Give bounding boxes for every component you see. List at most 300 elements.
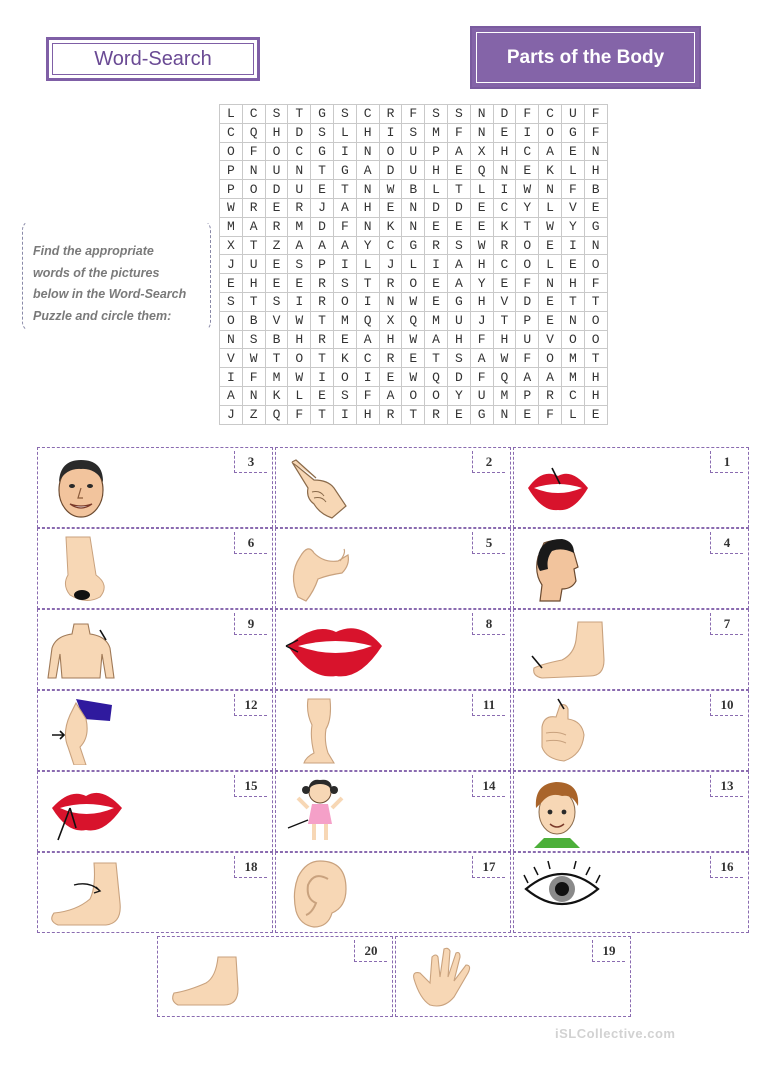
grid-cell[interactable]: K [333, 349, 356, 368]
grid-cell[interactable]: H [470, 292, 493, 311]
grid-cell[interactable]: J [220, 405, 243, 424]
grid-cell[interactable]: R [311, 330, 334, 349]
grid-cell[interactable]: A [288, 236, 311, 255]
grid-cell[interactable]: M [333, 311, 356, 330]
grid-cell[interactable]: G [584, 217, 607, 236]
grid-cell[interactable]: M [265, 368, 288, 387]
grid-cell[interactable]: D [288, 123, 311, 142]
grid-cell[interactable]: N [356, 142, 379, 161]
grid-cell[interactable]: A [333, 198, 356, 217]
grid-cell[interactable]: J [311, 198, 334, 217]
grid-cell[interactable]: E [265, 255, 288, 274]
grid-cell[interactable]: G [447, 292, 470, 311]
grid-cell[interactable]: F [584, 123, 607, 142]
grid-cell[interactable]: R [311, 292, 334, 311]
grid-cell[interactable]: E [425, 292, 448, 311]
grid-cell[interactable]: T [402, 405, 425, 424]
grid-cell[interactable]: W [402, 330, 425, 349]
grid-cell[interactable]: C [242, 105, 265, 124]
grid-cell[interactable]: T [333, 180, 356, 199]
grid-cell[interactable]: F [333, 217, 356, 236]
grid-cell[interactable]: Q [356, 311, 379, 330]
grid-cell[interactable]: I [516, 123, 539, 142]
grid-cell[interactable]: A [516, 368, 539, 387]
grid-cell[interactable]: G [311, 105, 334, 124]
grid-cell[interactable]: W [539, 217, 562, 236]
grid-cell[interactable]: T [447, 180, 470, 199]
grid-cell[interactable]: Z [265, 236, 288, 255]
grid-cell[interactable]: F [516, 105, 539, 124]
grid-cell[interactable]: L [356, 255, 379, 274]
grid-cell[interactable]: F [561, 180, 584, 199]
grid-cell[interactable]: F [242, 142, 265, 161]
grid-cell[interactable]: E [447, 161, 470, 180]
grid-cell[interactable]: O [539, 123, 562, 142]
grid-cell[interactable]: F [356, 386, 379, 405]
grid-cell[interactable]: D [447, 198, 470, 217]
grid-cell[interactable]: T [311, 405, 334, 424]
grid-cell[interactable]: O [539, 349, 562, 368]
grid-cell[interactable]: I [493, 180, 516, 199]
grid-cell[interactable]: L [470, 180, 493, 199]
grid-cell[interactable]: S [425, 105, 448, 124]
grid-cell[interactable]: E [584, 198, 607, 217]
grid-cell[interactable]: E [311, 180, 334, 199]
grid-cell[interactable]: E [539, 311, 562, 330]
grid-cell[interactable]: P [220, 180, 243, 199]
grid-cell[interactable]: O [561, 330, 584, 349]
grid-cell[interactable]: E [288, 274, 311, 293]
grid-cell[interactable]: V [265, 311, 288, 330]
grid-cell[interactable]: N [493, 405, 516, 424]
grid-cell[interactable]: E [493, 274, 516, 293]
grid-cell[interactable]: P [516, 311, 539, 330]
grid-cell[interactable]: A [447, 255, 470, 274]
grid-cell[interactable]: N [356, 217, 379, 236]
grid-cell[interactable]: H [356, 198, 379, 217]
grid-cell[interactable]: E [425, 274, 448, 293]
grid-cell[interactable]: D [516, 292, 539, 311]
grid-cell[interactable]: E [470, 198, 493, 217]
grid-cell[interactable]: S [447, 236, 470, 255]
grid-cell[interactable]: T [493, 311, 516, 330]
grid-cell[interactable]: F [584, 105, 607, 124]
grid-cell[interactable]: A [333, 236, 356, 255]
grid-cell[interactable]: A [356, 161, 379, 180]
grid-cell[interactable]: E [447, 217, 470, 236]
grid-cell[interactable]: M [288, 217, 311, 236]
card-number: 10 [710, 694, 743, 716]
grid-cell[interactable]: P [220, 161, 243, 180]
grid-cell[interactable]: I [379, 123, 402, 142]
head-icon [522, 535, 592, 603]
grid-cell[interactable]: O [516, 255, 539, 274]
grid-cell[interactable]: U [516, 330, 539, 349]
grid-cell[interactable]: I [288, 292, 311, 311]
grid-cell[interactable]: Q [493, 368, 516, 387]
grid-row [220, 349, 608, 368]
grid-cell[interactable]: Q [402, 311, 425, 330]
card-number: 6 [234, 532, 267, 554]
grid-cell[interactable]: D [311, 217, 334, 236]
grid-cell[interactable]: R [379, 405, 402, 424]
grid-cell[interactable]: M [561, 349, 584, 368]
grid-cell[interactable]: T [516, 217, 539, 236]
grid-cell[interactable]: Z [242, 405, 265, 424]
grid-cell[interactable]: S [333, 274, 356, 293]
grid-cell[interactable]: T [561, 292, 584, 311]
grid-cell[interactable]: F [447, 123, 470, 142]
grid-cell[interactable]: E [493, 123, 516, 142]
grid-cell[interactable]: H [584, 386, 607, 405]
grid-cell[interactable]: S [265, 292, 288, 311]
grid-cell[interactable]: A [379, 386, 402, 405]
grid-cell[interactable]: N [584, 236, 607, 255]
grid-cell[interactable]: D [425, 198, 448, 217]
grid-cell[interactable]: U [288, 180, 311, 199]
grid-cell[interactable]: Q [425, 368, 448, 387]
grid-cell[interactable]: Y [516, 198, 539, 217]
grid-cell[interactable]: S [220, 292, 243, 311]
card-number: 11 [472, 694, 505, 716]
grid-cell[interactable]: S [402, 123, 425, 142]
grid-cell[interactable]: O [584, 330, 607, 349]
grid-cell[interactable]: O [242, 180, 265, 199]
grid-cell[interactable]: H [288, 330, 311, 349]
grid-cell[interactable]: R [265, 217, 288, 236]
grid-cell[interactable]: R [311, 274, 334, 293]
grid-cell[interactable]: N [402, 217, 425, 236]
grid-cell[interactable]: S [242, 330, 265, 349]
grid-cell[interactable]: F [402, 105, 425, 124]
grid-cell[interactable]: H [447, 330, 470, 349]
grid-cell[interactable]: S [333, 105, 356, 124]
grid-cell[interactable]: R [493, 236, 516, 255]
grid-cell[interactable]: E [561, 142, 584, 161]
grid-cell[interactable]: A [425, 330, 448, 349]
grid-cell[interactable]: U [402, 142, 425, 161]
grid-cell[interactable]: W [379, 180, 402, 199]
grid-cell[interactable]: T [311, 349, 334, 368]
grid-cell[interactable]: C [356, 349, 379, 368]
grid-cell[interactable]: J [470, 311, 493, 330]
grid-cell[interactable]: Q [470, 161, 493, 180]
grid-cell[interactable]: L [425, 180, 448, 199]
grid-cell[interactable]: T [265, 349, 288, 368]
grid-cell[interactable]: A [242, 217, 265, 236]
grid-cell[interactable]: A [447, 142, 470, 161]
grid-cell[interactable]: S [447, 349, 470, 368]
grid-cell[interactable]: M [425, 123, 448, 142]
grid-cell[interactable]: N [356, 180, 379, 199]
topic-title: Parts of the Body [476, 32, 695, 83]
grid-cell[interactable]: O [402, 386, 425, 405]
grid-cell[interactable]: E [584, 405, 607, 424]
grid-cell[interactable]: E [265, 198, 288, 217]
grid-cell[interactable]: N [539, 180, 562, 199]
grid-cell[interactable]: I [333, 405, 356, 424]
grid-cell[interactable]: G [311, 142, 334, 161]
grid-cell[interactable]: W [516, 180, 539, 199]
grid-cell[interactable]: E [447, 405, 470, 424]
grid-cell[interactable]: R [242, 198, 265, 217]
grid-cell[interactable]: O [220, 311, 243, 330]
grid-cell[interactable]: U [447, 311, 470, 330]
grid-cell[interactable]: I [220, 368, 243, 387]
grid-cell[interactable]: A [539, 142, 562, 161]
grid-cell[interactable]: C [516, 142, 539, 161]
grid-cell[interactable]: C [356, 105, 379, 124]
grid-cell[interactable]: H [356, 405, 379, 424]
grid-cell[interactable]: R [379, 274, 402, 293]
grid-cell[interactable]: T [584, 292, 607, 311]
grid-cell[interactable]: B [584, 180, 607, 199]
grid-cell[interactable]: D [493, 105, 516, 124]
grid-cell[interactable]: W [402, 368, 425, 387]
grid-cell[interactable]: F [470, 330, 493, 349]
grid-cell[interactable]: S [333, 386, 356, 405]
grid-cell[interactable]: A [220, 386, 243, 405]
grid-cell[interactable]: K [379, 217, 402, 236]
grid-cell[interactable]: D [447, 368, 470, 387]
grid-cell[interactable]: O [379, 142, 402, 161]
grid-cell[interactable]: I [425, 255, 448, 274]
grid-cell[interactable]: O [516, 236, 539, 255]
grid-cell[interactable]: E [516, 161, 539, 180]
grid-cell[interactable]: A [470, 349, 493, 368]
grid-cell[interactable]: L [220, 105, 243, 124]
grid-cell[interactable]: C [561, 386, 584, 405]
grid-cell[interactable]: R [425, 236, 448, 255]
grid-cell[interactable]: H [265, 123, 288, 142]
grid-cell[interactable]: I [561, 236, 584, 255]
grid-cell[interactable]: A [447, 274, 470, 293]
grid-cell[interactable]: H [584, 368, 607, 387]
grid-cell[interactable]: K [265, 386, 288, 405]
grid-cell[interactable]: S [447, 105, 470, 124]
grid-cell[interactable]: J [220, 255, 243, 274]
grid-cell[interactable]: X [470, 142, 493, 161]
grid-cell[interactable]: M [561, 368, 584, 387]
grid-cell[interactable]: C [493, 198, 516, 217]
grid-cell[interactable]: Y [356, 236, 379, 255]
grid-cell[interactable]: X [220, 236, 243, 255]
grid-cell[interactable]: W [470, 236, 493, 255]
grid-cell[interactable]: C [539, 105, 562, 124]
grid-cell[interactable]: N [539, 274, 562, 293]
grid-cell[interactable]: U [265, 161, 288, 180]
grid-cell[interactable]: H [493, 330, 516, 349]
grid-cell[interactable]: N [470, 105, 493, 124]
grid-cell[interactable]: U [470, 386, 493, 405]
grid-cell[interactable]: O [584, 311, 607, 330]
grid-cell[interactable]: N [561, 311, 584, 330]
grid-cell[interactable]: V [561, 198, 584, 217]
grid-cell[interactable]: G [402, 236, 425, 255]
grid-cell[interactable]: K [539, 161, 562, 180]
grid-cell[interactable]: L [561, 405, 584, 424]
grid-cell[interactable]: E [425, 217, 448, 236]
grid-cell[interactable]: E [539, 292, 562, 311]
grid-cell[interactable]: E [220, 274, 243, 293]
grid-cell[interactable]: O [425, 386, 448, 405]
picture-card-4 [513, 528, 749, 609]
grid-cell[interactable]: R [539, 386, 562, 405]
grid-cell[interactable]: T [311, 311, 334, 330]
grid-cell[interactable]: E [379, 198, 402, 217]
grid-cell[interactable]: H [379, 330, 402, 349]
grid-cell[interactable]: K [493, 217, 516, 236]
grid-cell[interactable]: L [561, 161, 584, 180]
grid-cell[interactable]: T [242, 236, 265, 255]
grid-cell[interactable]: N [584, 142, 607, 161]
grid-cell[interactable]: O [333, 292, 356, 311]
grid-cell[interactable]: P [311, 255, 334, 274]
grid-cell[interactable]: T [311, 161, 334, 180]
grid-cell[interactable]: T [356, 274, 379, 293]
grid-cell[interactable]: I [356, 368, 379, 387]
teeth-icon [46, 778, 126, 846]
grid-cell[interactable]: F [584, 274, 607, 293]
grid-cell[interactable]: H [242, 274, 265, 293]
grid-cell[interactable]: N [242, 386, 265, 405]
grid-cell[interactable]: C [288, 142, 311, 161]
grid-cell[interactable]: U [402, 161, 425, 180]
grid-cell[interactable]: D [265, 180, 288, 199]
grid-cell[interactable]: F [470, 368, 493, 387]
grid-cell[interactable]: T [242, 292, 265, 311]
grid-cell[interactable]: W [242, 349, 265, 368]
grid-cell[interactable]: H [470, 255, 493, 274]
grid-cell[interactable]: Q [265, 405, 288, 424]
grid-cell[interactable]: F [242, 368, 265, 387]
grid-cell[interactable]: I [333, 142, 356, 161]
grid-cell[interactable]: M [425, 311, 448, 330]
grid-cell[interactable]: N [470, 123, 493, 142]
grid-cell[interactable]: S [288, 255, 311, 274]
grid-cell[interactable]: J [379, 255, 402, 274]
thumb-icon [522, 697, 592, 765]
grid-cell[interactable]: E [311, 386, 334, 405]
grid-cell[interactable]: W [402, 292, 425, 311]
grid-cell[interactable]: W [288, 368, 311, 387]
grid-cell[interactable]: S [265, 105, 288, 124]
grid-cell[interactable]: O [265, 142, 288, 161]
grid-cell[interactable]: R [379, 105, 402, 124]
grid-cell[interactable]: F [516, 349, 539, 368]
grid-cell[interactable]: C [493, 255, 516, 274]
grid-cell[interactable]: W [220, 198, 243, 217]
grid-cell[interactable]: C [379, 236, 402, 255]
grid-cell[interactable]: S [311, 123, 334, 142]
grid-cell[interactable]: L [402, 255, 425, 274]
grid-cell[interactable]: M [493, 386, 516, 405]
grid-cell[interactable]: U [242, 255, 265, 274]
grid-cell[interactable]: G [561, 123, 584, 142]
grid-cell[interactable]: F [288, 405, 311, 424]
grid-cell[interactable]: B [402, 180, 425, 199]
grid-cell[interactable]: H [584, 161, 607, 180]
grid-cell[interactable]: H [425, 161, 448, 180]
grid-cell[interactable]: E [402, 349, 425, 368]
grid-cell[interactable]: A [539, 368, 562, 387]
grid-cell[interactable]: G [470, 405, 493, 424]
grid-cell[interactable]: L [333, 123, 356, 142]
grid-cell[interactable]: V [220, 349, 243, 368]
grid-cell[interactable]: L [539, 255, 562, 274]
grid-cell[interactable]: I [356, 292, 379, 311]
grid-cell[interactable]: I [333, 255, 356, 274]
grid-cell[interactable]: O [584, 255, 607, 274]
grid-cell[interactable]: Y [470, 274, 493, 293]
grid-cell[interactable]: V [539, 330, 562, 349]
grid-cell[interactable]: R [425, 405, 448, 424]
grid-cell[interactable]: P [425, 142, 448, 161]
grid-cell[interactable]: D [379, 161, 402, 180]
grid-cell[interactable]: H [356, 123, 379, 142]
grid-cell[interactable]: L [539, 198, 562, 217]
grid-cell[interactable]: N [402, 198, 425, 217]
grid-cell[interactable]: E [561, 255, 584, 274]
grid-cell[interactable]: N [242, 161, 265, 180]
grid-cell[interactable]: E [516, 405, 539, 424]
grid-cell[interactable]: H [493, 142, 516, 161]
grid-cell[interactable]: O [220, 142, 243, 161]
grid-cell[interactable]: A [311, 236, 334, 255]
grid-cell[interactable]: E [539, 236, 562, 255]
grid-cell[interactable]: N [220, 330, 243, 349]
grid-cell[interactable]: E [265, 274, 288, 293]
grid-cell[interactable]: O [333, 368, 356, 387]
grid-cell[interactable]: V [493, 292, 516, 311]
grid-cell[interactable]: O [288, 349, 311, 368]
grid-cell[interactable]: G [333, 161, 356, 180]
grid-cell[interactable]: T [425, 349, 448, 368]
grid-cell[interactable]: N [493, 161, 516, 180]
grid-cell[interactable]: N [379, 292, 402, 311]
grid-cell[interactable]: I [311, 368, 334, 387]
grid-cell[interactable]: H [561, 274, 584, 293]
picture-card-10 [513, 690, 749, 771]
grid-cell[interactable]: A [356, 330, 379, 349]
grid-cell[interactable]: L [288, 386, 311, 405]
grid-cell[interactable]: W [493, 349, 516, 368]
grid-cell[interactable]: E [470, 217, 493, 236]
grid-cell[interactable]: B [242, 311, 265, 330]
grid-cell[interactable]: T [288, 105, 311, 124]
grid-cell[interactable]: R [379, 349, 402, 368]
grid-cell[interactable]: B [265, 330, 288, 349]
grid-cell[interactable]: T [584, 349, 607, 368]
grid-cell[interactable]: U [561, 105, 584, 124]
grid-cell[interactable]: M [220, 217, 243, 236]
grid-cell[interactable]: Y [447, 386, 470, 405]
grid-cell[interactable]: E [333, 330, 356, 349]
grid-cell[interactable]: E [379, 368, 402, 387]
grid-cell[interactable]: Q [242, 123, 265, 142]
grid-cell[interactable]: Y [561, 217, 584, 236]
grid-cell[interactable]: F [539, 405, 562, 424]
grid-cell[interactable]: O [402, 274, 425, 293]
grid-cell[interactable]: W [288, 311, 311, 330]
grid-cell[interactable]: N [288, 161, 311, 180]
grid-cell[interactable]: R [288, 198, 311, 217]
grid-cell[interactable]: P [516, 386, 539, 405]
topic-title-box [470, 26, 701, 89]
grid-cell[interactable]: F [516, 274, 539, 293]
grid-cell[interactable]: X [379, 311, 402, 330]
grid-cell[interactable]: C [220, 123, 243, 142]
